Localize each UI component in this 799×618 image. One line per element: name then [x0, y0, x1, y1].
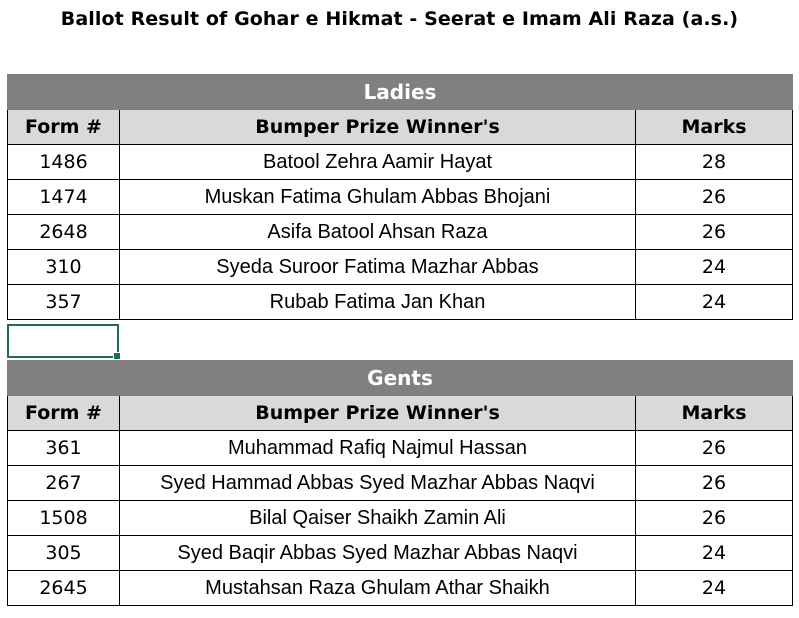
form-number-header[interactable]: Form # — [8, 396, 120, 431]
marks-cell[interactable]: 26 — [636, 501, 793, 536]
winner-name-cell[interactable]: Bilal Qaiser Shaikh Zamin Ali — [120, 501, 636, 536]
gents-header-row — [8, 396, 793, 431]
winner-name-header[interactable]: Bumper Prize Winner's — [120, 110, 636, 145]
ladies-section-banner — [8, 75, 793, 110]
marks-cell[interactable]: 28 — [636, 145, 793, 180]
form-number-cell[interactable]: 1486 — [8, 145, 120, 180]
form-number-cell[interactable]: 361 — [8, 431, 120, 466]
table-row — [8, 215, 793, 250]
table-row — [8, 571, 793, 606]
marks-cell[interactable]: 24 — [636, 250, 793, 285]
marks-header[interactable]: Marks — [636, 110, 793, 145]
marks-cell[interactable]: 26 — [636, 180, 793, 215]
winner-name-cell[interactable]: Muhammad Rafiq Najmul Hassan — [120, 431, 636, 466]
ladies-header-row — [8, 110, 793, 145]
marks-cell[interactable]: 24 — [636, 285, 793, 320]
ladies-results-table — [7, 74, 793, 320]
winner-name-cell[interactable]: Muskan Fatima Ghulam Abbas Bhojani — [120, 180, 636, 215]
winner-name-cell[interactable]: Asifa Batool Ahsan Raza — [120, 215, 636, 250]
gents-heading[interactable]: Gents — [8, 361, 793, 396]
gents-results-table — [7, 360, 793, 606]
winner-name-cell[interactable]: Mustahsan Raza Ghulam Athar Shaikh — [120, 571, 636, 606]
table-row — [8, 145, 793, 180]
selected-cell[interactable] — [7, 324, 119, 358]
marks-cell[interactable]: 24 — [636, 571, 793, 606]
winner-name-cell[interactable]: Syeda Suroor Fatima Mazhar Abbas — [120, 250, 636, 285]
form-number-cell[interactable]: 267 — [8, 466, 120, 501]
ladies-heading[interactable]: Ladies — [8, 75, 793, 110]
winner-name-cell[interactable]: Rubab Fatima Jan Khan — [120, 285, 636, 320]
form-number-cell[interactable]: 1508 — [8, 501, 120, 536]
form-number-cell[interactable]: 305 — [8, 536, 120, 571]
marks-cell[interactable]: 24 — [636, 536, 793, 571]
form-number-cell[interactable]: 1474 — [8, 180, 120, 215]
marks-header[interactable]: Marks — [636, 396, 793, 431]
fill-handle[interactable] — [113, 352, 121, 360]
form-number-cell[interactable]: 2645 — [8, 571, 120, 606]
page-title: Ballot Result of Gohar e Hikmat - Seerat e Imam Ali Raza (a.s.) — [60, 8, 739, 30]
gents-section-banner — [8, 361, 793, 396]
winner-name-cell[interactable]: Batool Zehra Aamir Hayat — [120, 145, 636, 180]
form-number-cell[interactable]: 357 — [8, 285, 120, 320]
marks-cell[interactable]: 26 — [636, 466, 793, 501]
form-number-header[interactable]: Form # — [8, 110, 120, 145]
form-number-cell[interactable]: 2648 — [8, 215, 120, 250]
winner-name-header[interactable]: Bumper Prize Winner's — [120, 396, 636, 431]
table-row — [8, 180, 793, 215]
winner-name-cell[interactable]: Syed Baqir Abbas Syed Mazhar Abbas Naqvi — [120, 536, 636, 571]
marks-cell[interactable]: 26 — [636, 431, 793, 466]
table-row — [8, 431, 793, 466]
table-row — [8, 466, 793, 501]
table-row — [8, 501, 793, 536]
table-row — [8, 250, 793, 285]
table-row — [8, 536, 793, 571]
marks-cell[interactable]: 26 — [636, 215, 793, 250]
table-row — [8, 285, 793, 320]
winner-name-cell[interactable]: Syed Hammad Abbas Syed Mazhar Abbas Naqvi — [120, 466, 636, 501]
form-number-cell[interactable]: 310 — [8, 250, 120, 285]
